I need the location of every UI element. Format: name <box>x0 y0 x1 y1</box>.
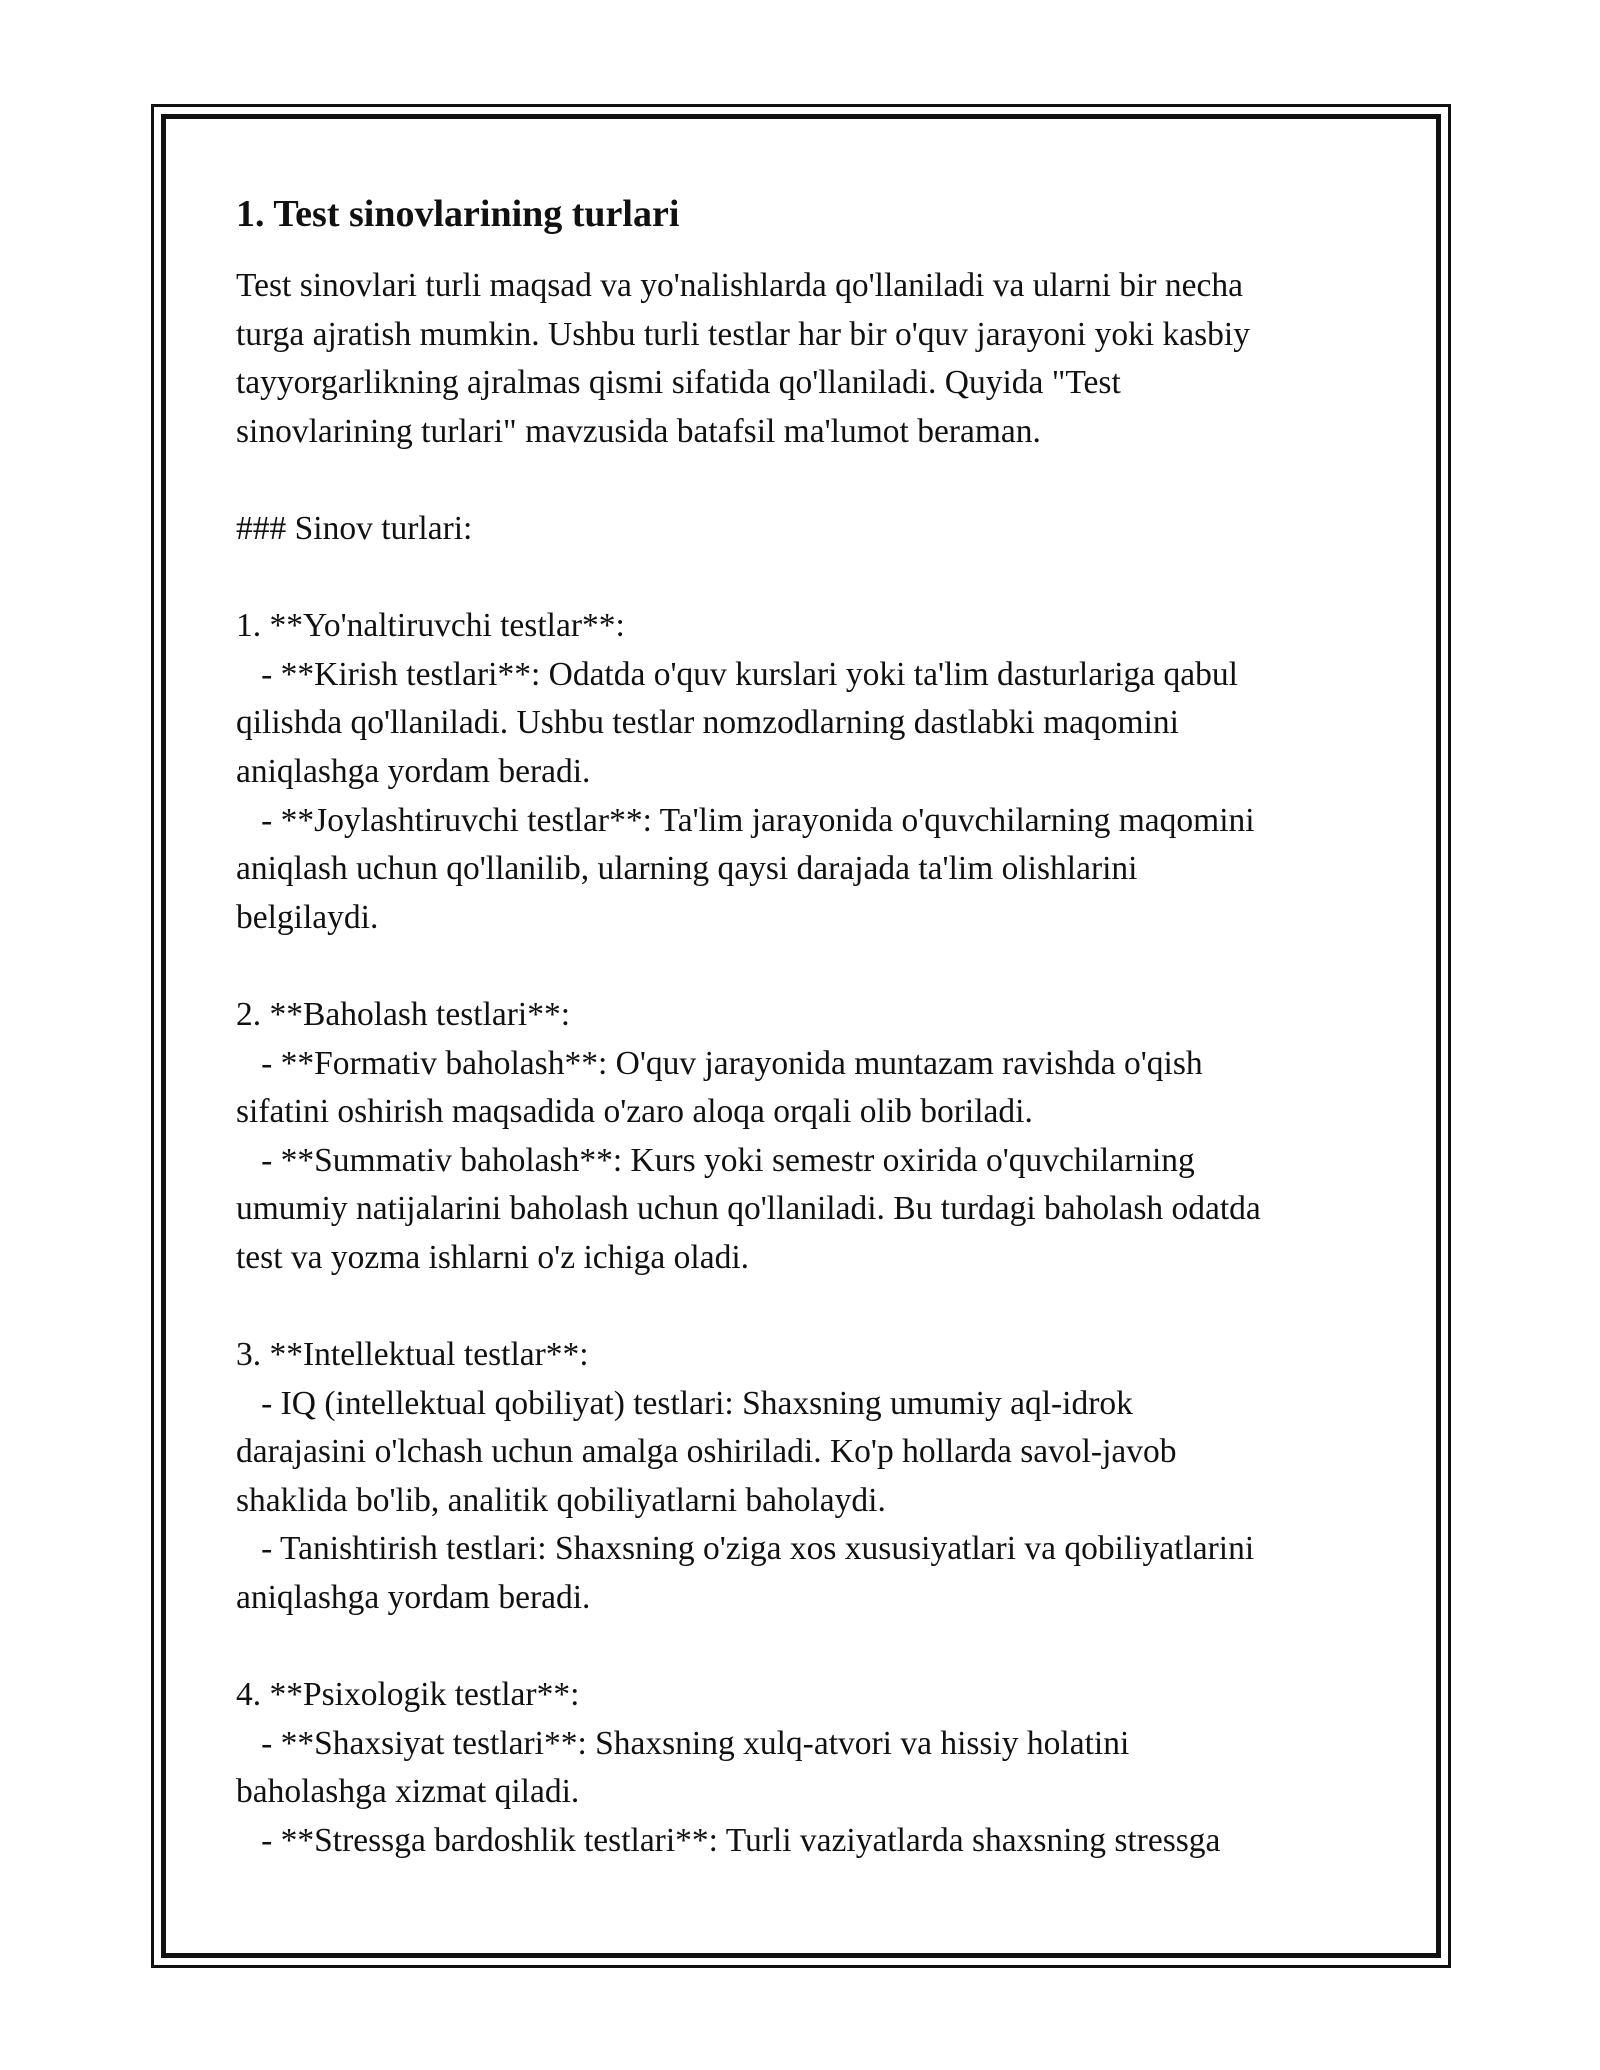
text-line: - Tanishtirish testlari: Shaxsning o'ziga xos xususiyatlari va qobiliyatlarini <box>236 1530 1255 1568</box>
text-line: - **Shaxsiyat testlari**: Shaxsning xulq-atvori va hissiy holatini <box>236 1724 1130 1762</box>
text-line: shaklida bo'lib, analitik qobiliyatlarni baholaydi. <box>236 1481 886 1519</box>
blank-line <box>236 554 1376 603</box>
list-heading-line: 2. **Baholash testlari**: <box>236 995 571 1033</box>
text-line: - **Kirish testlari**: Odatda o'quv kurslari yoki ta'lim dasturlariga qabul <box>236 655 1238 693</box>
blank-line <box>236 1623 1376 1672</box>
text-line: darajasini o'lchash uchun amalga oshiriladi. Ko'p hollarda savol-javob <box>236 1433 1177 1471</box>
text-line: sifatini oshirish maqsadida o'zaro aloqa orqali olib boriladi. <box>236 1093 1033 1131</box>
text-line: umumiy natijalarini baholash uchun qo'llaniladi. Bu turdagi baholash odatda <box>236 1190 1261 1228</box>
text-line: - **Summativ baholash**: Kurs yoki semestr oxirida o'quvchilarning <box>236 1141 1195 1179</box>
document-body <box>236 186 1376 1866</box>
text-line: baholashga xizmat qiladi. <box>236 1773 580 1811</box>
text-line: belgilaydi. <box>236 898 379 936</box>
subheading-line: ### Sinov turlari: <box>236 509 473 547</box>
text-line: aniqlashga yordam beradi. <box>236 1579 591 1617</box>
text-line: aniqlash uchun qo'llanilib, ularning qaysi darajada ta'lim olishlarini <box>236 850 1138 888</box>
blank-line <box>236 456 1376 505</box>
text-line: Test sinovlari turli maqsad va yo'nalishlarda qo'llaniladi va ularni bir necha <box>236 267 1243 304</box>
text-line: - IQ (intellektual qobiliyat) testlari: Shaxsning umumiy aql-idrok <box>236 1384 1133 1422</box>
text-line: test va yozma ishlarni o'z ichiga oladi. <box>236 1238 750 1276</box>
list-heading-line: 4. **Psixologik testlar**: <box>236 1676 580 1714</box>
text-line: - **Stressga bardoshlik testlari**: Turli vaziyatlarda shaxsning stressga <box>236 1822 1221 1859</box>
text-line: - **Joylashtiruvchi testlar**: Ta'lim jarayonida o'quvchilarning maqomini <box>236 801 1255 839</box>
text-line: qilishda qo'llaniladi. Ushbu testlar nomzodlarning dastlabki maqomini <box>236 704 1179 742</box>
text-lines <box>236 262 1376 1866</box>
section-title: 1. Test sinovlarining turlari <box>236 193 680 235</box>
list-heading-line: 3. **Intellektual testlar**: <box>236 1336 589 1374</box>
text-line: - **Formativ baholash**: O'quv jarayonida muntazam ravishda o'qish <box>236 1044 1203 1082</box>
text-line: aniqlashga yordam beradi. <box>236 752 591 790</box>
text-line: tayyorgarlikning ajralmas qismi sifatida qo'llaniladi. Quyida "Test <box>236 364 1121 402</box>
list-heading-line: 1. **Yo'naltiruvchi testlar**: <box>236 607 625 645</box>
text-line: turga ajratish mumkin. Ushbu turli testlar har bir o'quv jarayoni yoki kasbiy <box>236 315 1250 353</box>
blank-line <box>236 942 1376 991</box>
blank-line <box>236 1282 1376 1331</box>
text-line: sinovlarining turlari" mavzusida batafsil ma'lumot beraman. <box>236 412 1041 450</box>
